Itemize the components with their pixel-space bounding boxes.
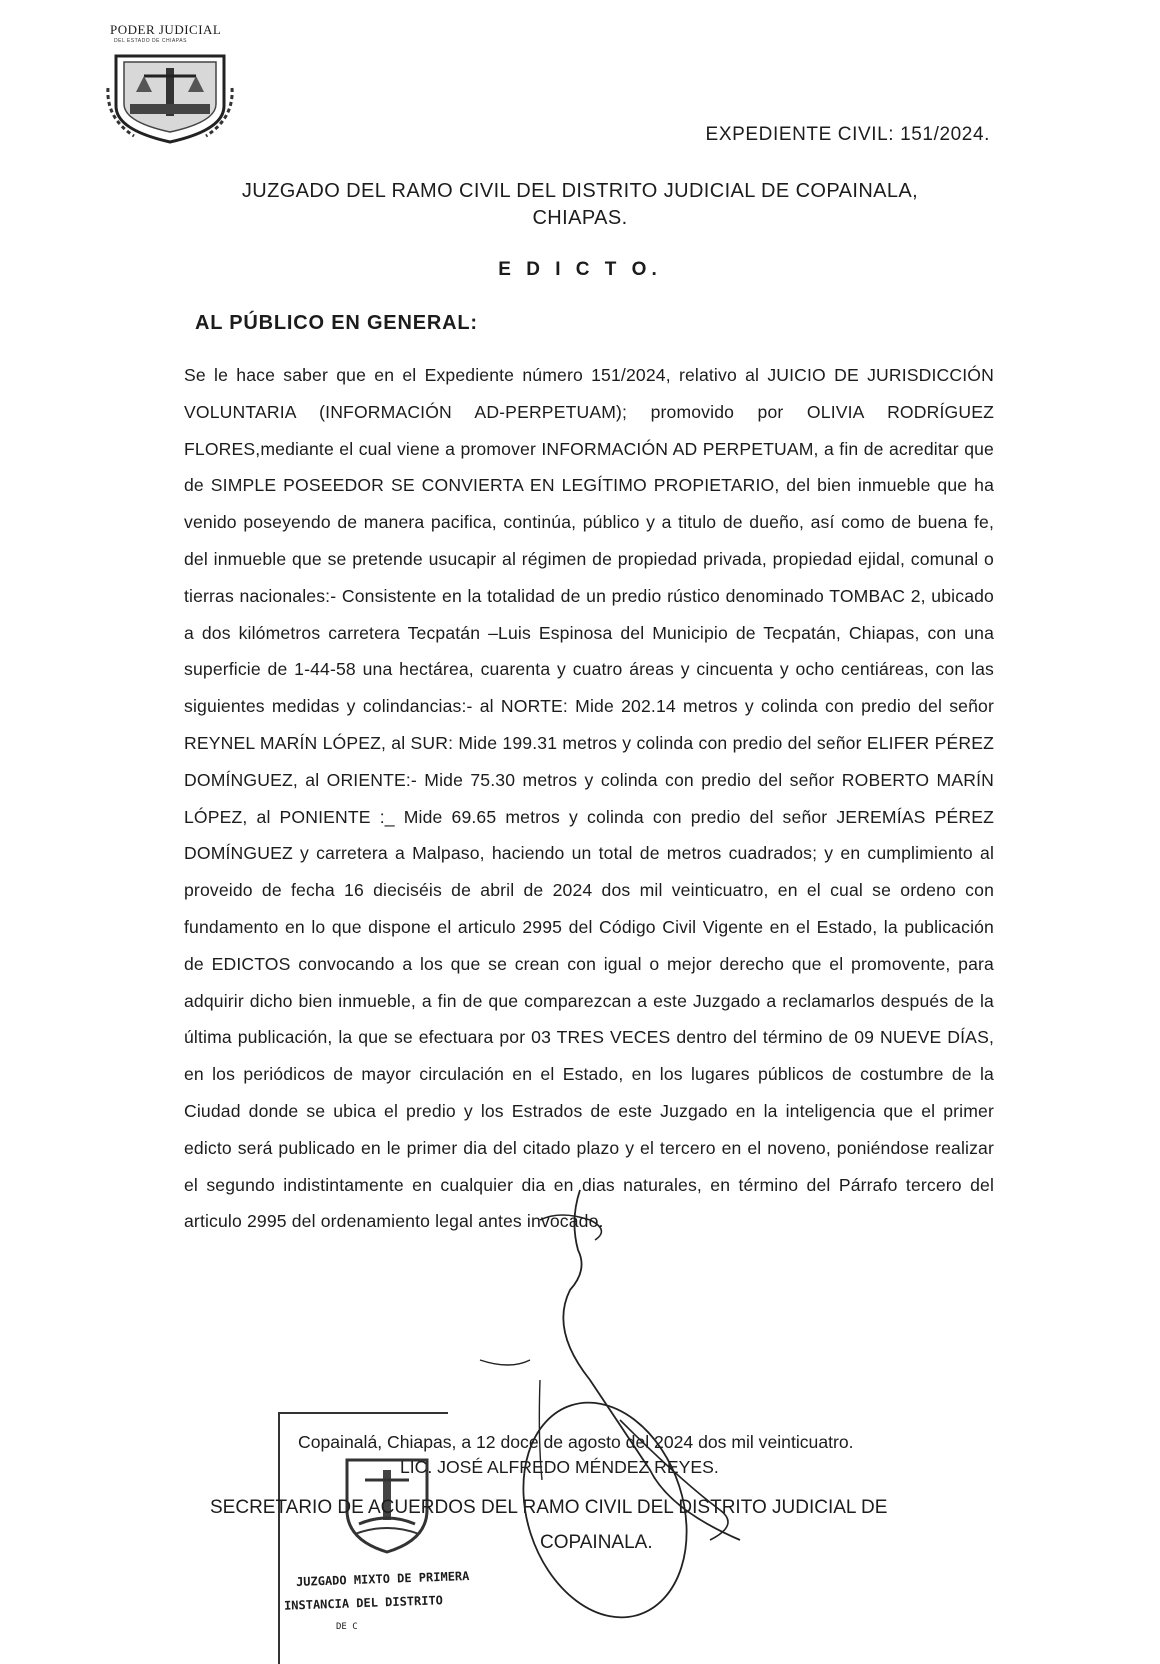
dateline: Copainalá, Chiapas, a 12 doce de agosto del 2024 dos mil veinticuatro. [298, 1432, 854, 1452]
document-title: E D I C T O. [498, 259, 662, 280]
logo-title: PODER JUDICIAL [110, 22, 222, 37]
greeting: AL PÚBLICO EN GENERAL: [195, 312, 478, 334]
body-paragraph: Se le hace saber que en el Expediente número 151/2024, relativo al JUICIO DE JURISDICCIÓN VOLUNTARIA (INFORMACIÓN AD-PERPETUAM); promovido por OLIVIA RODRÍGUEZ FLORES,mediante el cual viene a promover INFORMACIÓN AD PERPETUAM, a fin de acreditar que de SIMPLE POSEEDOR SE CONVIERTA EN LEGÍTIMO PROPIETARIO, del bien inmueble que ha venido poseyendo de manera pacifica, continúa, público y a titulo de dueño, así como de buena fe, del inmueble que se pretende usucapir al régimen de propiedad privada, propiedad ejidal, comunal o tierras nacionales:- Consistente en la totalidad de un predio rústico denominado TOMBAC 2, ubicado a dos kilómetros carretera Tecpatán –Luis Espinosa del Municipio de Tecpatán, Chiapas, con una superficie de 1-44-58 una hectárea, cuarenta y cuatro áreas y cincuenta y ocho centiáreas, con las siguientes medidas y colindancias:- al NORTE: Mide 202.14 metros y colinda con predio del señor REYNEL MARÍN LÓPEZ, al SUR: Mide 199.31 metros y colinda con predio del señor ELIFER PÉREZ DOMÍNGUEZ, al ORIENTE:- Mide 75.30 metros y colinda con predio del señor ROBERTO MARÍN LÓPEZ, al PONIENTE :_ Mide 69.65 metros y colinda con predio del señor JEREMÍAS PÉREZ DOMÍNGUEZ y carretera a Malpaso, haciendo un total de metros cuadrados; y en cumplimiento al proveido de fecha 16 dieciséis de abril de 2024 dos mil veinticuatro, en el cual se ordeno con fundamento en lo que dispone el articulo 2995 del Código Civil Vigente en el Estado, la publicación de EDICTOS convocando a los que se crean con igual o mejor derecho que el promovente, para adquirir dicho bien inmueble, a fin de que comparezcan a este Juzgado a reclamarlos después de la última publicación, la que se efectuara por 03 TRES VECES dentro del término de 09 NUEVE DÍAS, en los periódicos de mayor circulación en el Estado, en los lugares públicos de costumbre de la Ciudad donde se ubica el predio y los Estrados de este Juzgado en la inteligencia que el primer edicto será publicado en le primer dia del citado plazo y el tercero en el noveno, poniéndose realizar el segundo indistintamente en cualquier dia en dias naturales, en término del Párrafo tercero del articulo 2995 del ordenamiento legal antes invocado. [184, 365, 994, 1232]
court-line-2: CHIAPAS. [532, 207, 628, 229]
court-line-1: JUZGADO DEL RAMO CIVIL DEL DISTRITO JUDICIAL DE COPAINALA, [241, 180, 919, 202]
signer-title: SECRETARIO DE ACUERDOS DEL RAMO CIVIL DEL DISTRITO JUDICIAL DE [210, 1497, 888, 1518]
signer-district: COPAINALA. [540, 1532, 653, 1553]
handwritten-signature-icon [420, 1180, 780, 1620]
stamp-text-line-3: DE C [336, 1622, 358, 1632]
signer-name: LIC. JOSÉ ALFREDO MÉNDEZ REYES. [400, 1457, 719, 1477]
expediente-number: EXPEDIENTE CIVIL: 151/2024. [705, 124, 990, 145]
stamp-text-line-1: JUZGADO MIXTO DE PRIMERA [295, 1568, 470, 1590]
logo-subtitle: DEL ESTADO DE CHIAPAS [114, 38, 187, 44]
court-heading [150, 178, 1010, 232]
stamp-text-line-2: INSTANCIA DEL DISTRITO [283, 1593, 444, 1613]
